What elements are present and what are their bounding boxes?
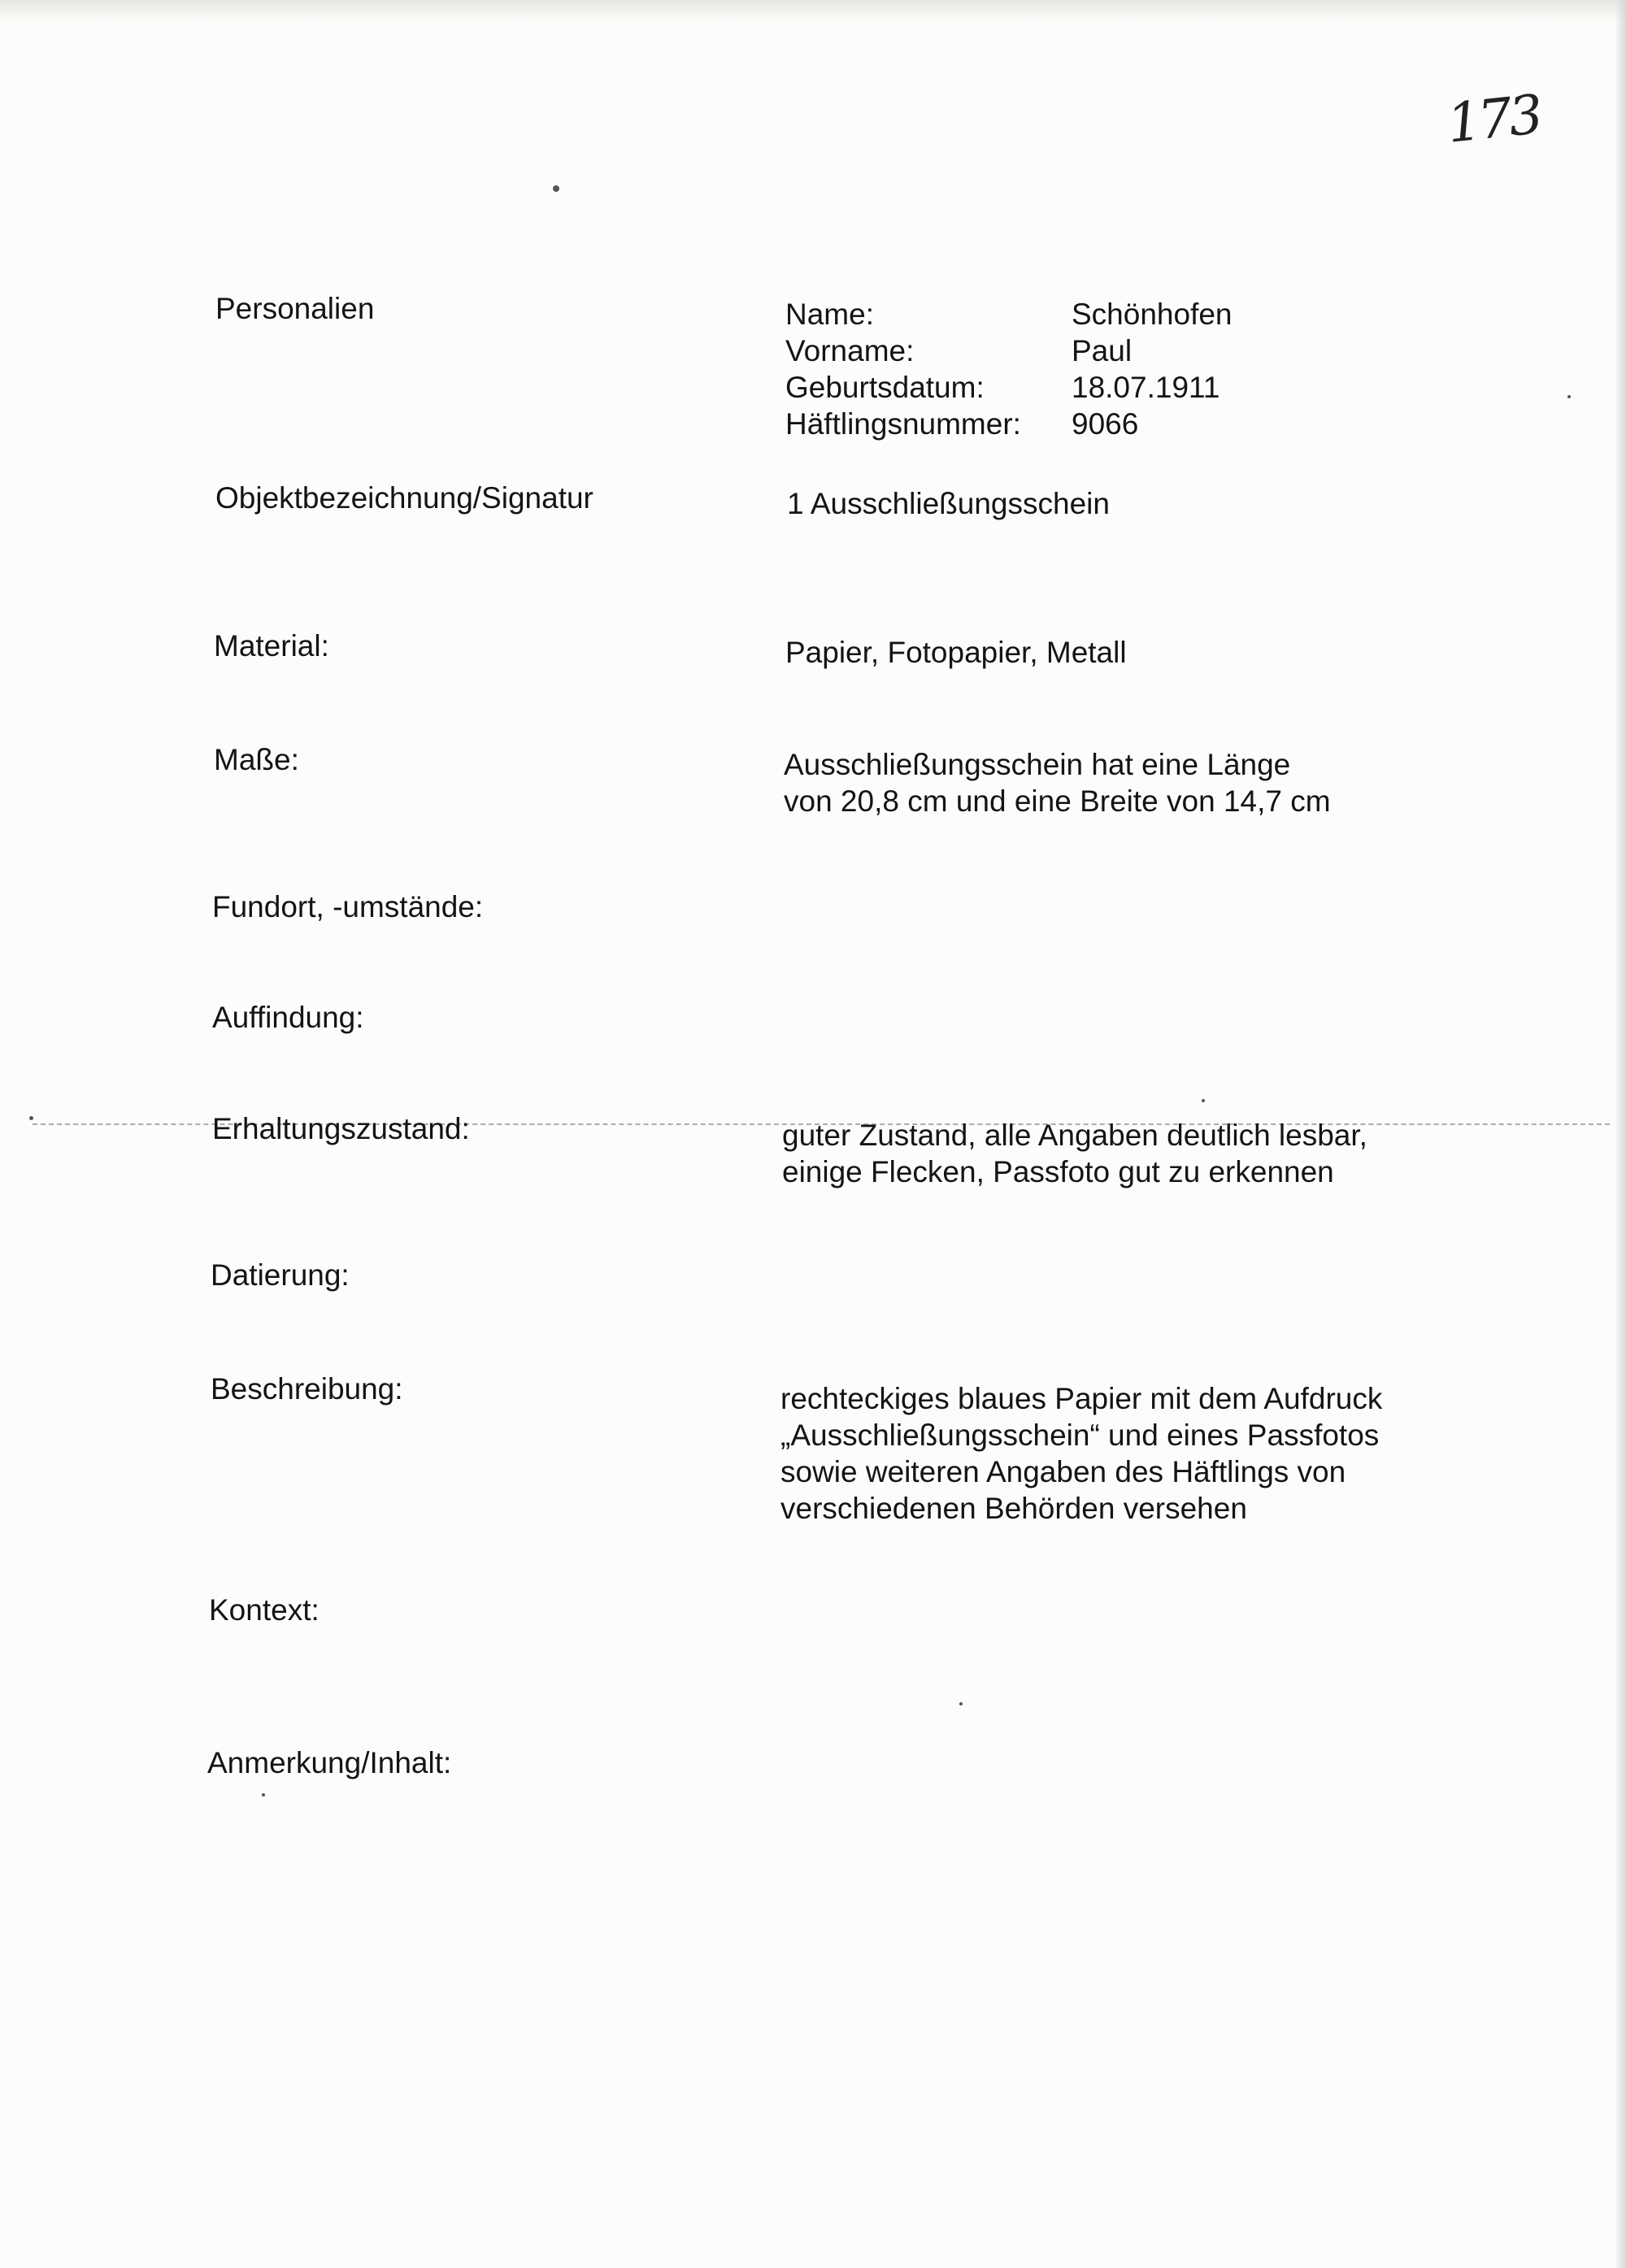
scan-speck (959, 1702, 963, 1705)
label-erhaltungszustand: Erhaltungszustand: (212, 1112, 470, 1145)
value-beschreibung-line-1: rechteckiges blaues Papier mit dem Aufdruck (780, 1382, 1383, 1415)
label-kontext: Kontext: (209, 1593, 320, 1627)
label-datierung: Datierung: (211, 1258, 350, 1292)
field-key: Vorname: (785, 334, 915, 367)
scan-speck (262, 1793, 265, 1797)
label-anmerkung: Anmerkung/Inhalt: (207, 1746, 452, 1779)
value-beschreibung-line-3: sowie weiteren Angaben des Häftlings von (780, 1455, 1346, 1488)
handwritten-page-number: 173 (1444, 83, 1543, 155)
value-erhaltung-line-1: guter Zustand, alle Angaben deutlich lesbar, (782, 1119, 1367, 1152)
label-beschreibung: Beschreibung: (211, 1372, 403, 1406)
label-fundort: Fundort, -umstände: (212, 890, 484, 923)
personalien-fields (785, 296, 1233, 442)
value-masse-line-2: von 20,8 cm und eine Breite von 14,7 cm (784, 784, 1331, 818)
field-row-vorname (785, 332, 1233, 369)
field-key: Häftlingsnummer: (785, 407, 1021, 441)
scan-speck (553, 185, 559, 192)
field-key: Geburtsdatum: (785, 371, 985, 404)
field-value: 9066 (1072, 407, 1139, 441)
value-beschreibung-line-2: „Ausschließungsschein“ und eines Passfotos (780, 1419, 1380, 1452)
value-objektbezeichnung: 1 Ausschließungsschein (787, 487, 1110, 520)
value-masse-line-1: Ausschließungsschein hat eine Länge (784, 748, 1291, 781)
scan-speck (29, 1116, 33, 1120)
value-beschreibung-line-4: verschiedenen Behörden versehen (780, 1492, 1247, 1525)
label-masse: Maße: (214, 743, 299, 776)
field-row-haeftlingsnummer (785, 406, 1233, 442)
scan-speck (1202, 1099, 1205, 1102)
field-row-name (785, 296, 1233, 332)
value-erhaltung-line-2: einige Flecken, Passfoto gut zu erkennen (782, 1155, 1334, 1188)
field-row-geburtsdatum (785, 369, 1233, 406)
label-material: Material: (214, 629, 329, 663)
field-value: 18.07.1911 (1072, 371, 1220, 404)
field-value: Schönhofen (1072, 298, 1233, 331)
label-objektbezeichnung: Objektbezeichnung/Signatur (215, 481, 593, 515)
scan-speck (1567, 395, 1571, 398)
scan-top-edge (0, 0, 1626, 21)
value-material: Papier, Fotopapier, Metall (785, 636, 1127, 669)
scan-right-edge (1615, 0, 1626, 2268)
label-auffindung: Auffindung: (212, 1001, 364, 1034)
field-value: Paul (1072, 334, 1133, 367)
label-personalien: Personalien (215, 292, 375, 325)
field-key: Name: (785, 298, 874, 331)
